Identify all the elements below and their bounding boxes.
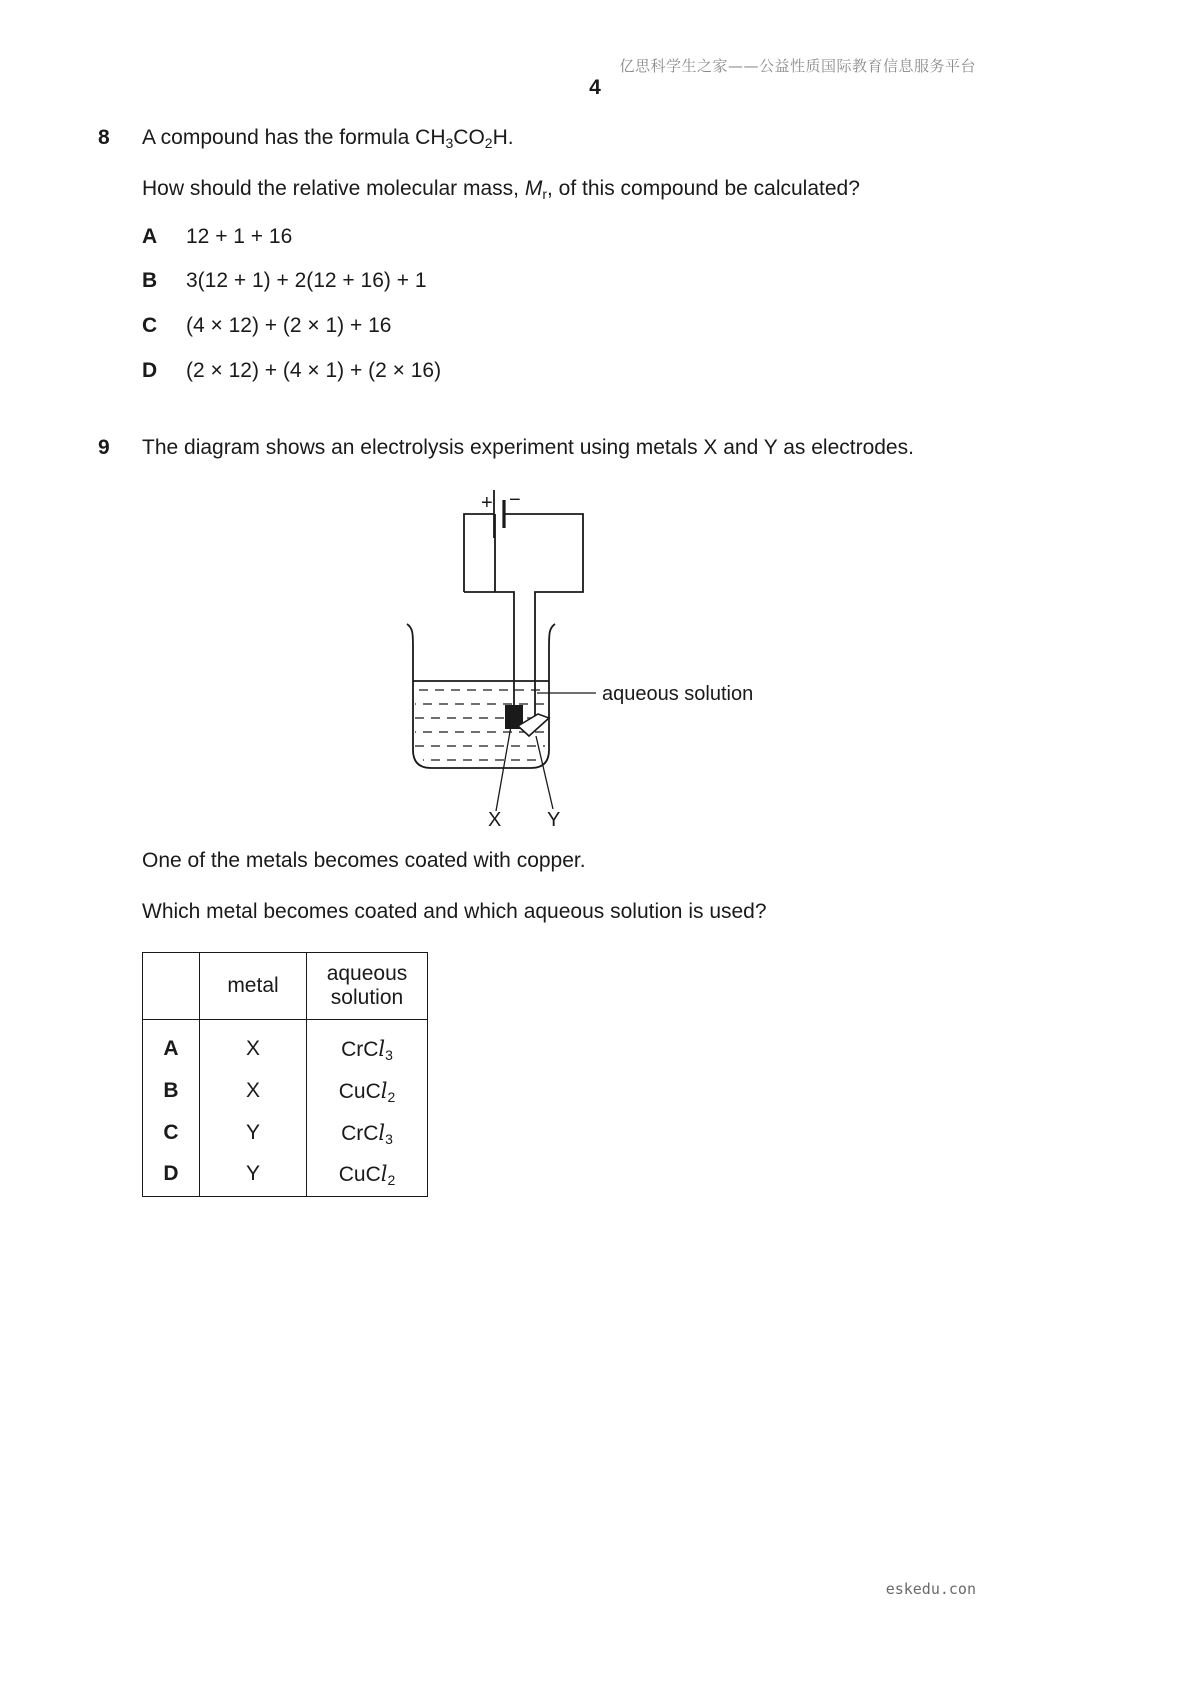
table-row	[143, 1154, 428, 1197]
page-number: 4	[589, 76, 601, 99]
row-letter: A	[143, 1020, 200, 1071]
table-row	[143, 1070, 428, 1112]
row-metal: Y	[200, 1112, 307, 1154]
question-9-number: 9	[98, 436, 110, 459]
row-solution: CrCl$_3$	[307, 1020, 428, 1071]
answer-table	[142, 952, 428, 1197]
question-8-number: 8	[98, 126, 110, 149]
option-d-text: (2 × 12) + (4 × 1) + (2 × 16)	[186, 359, 442, 382]
row-metal: X	[200, 1020, 307, 1071]
table-header-blank	[143, 953, 200, 1020]
option-d-letter: D	[142, 359, 158, 382]
question-9-stem: The diagram shows an electrolysis experiment using metals X and Y as electrodes.	[142, 436, 914, 459]
question-8-stem: A compound has the formula $CH_3CO_2H$.	[142, 126, 514, 151]
row-metal: X	[200, 1070, 307, 1112]
table-row	[143, 1020, 428, 1071]
option-a-text: 12 + 1 + 16	[186, 225, 293, 248]
question-8-prompt: How should the relative molecular mass, $M_r$, of this compound be calculated?	[142, 177, 860, 202]
table-header-metal: metal	[200, 953, 307, 1020]
question-9-prompt: Which metal becomes coated and which aqueous solution is used?	[142, 900, 767, 923]
y-pointer	[536, 736, 553, 809]
option-a-letter: A	[142, 225, 158, 248]
row-metal: Y	[200, 1154, 307, 1197]
electrolysis-diagram	[405, 476, 805, 826]
aqueous-solution-label: aqueous solution	[602, 683, 754, 705]
row-solution: CrCl$_3$	[307, 1112, 428, 1154]
footer-text: eskedu.con	[885, 1580, 976, 1598]
row-letter: D	[143, 1154, 200, 1197]
row-solution: CuCl$_2$	[307, 1154, 428, 1197]
wire-left-down	[464, 592, 514, 676]
option-b-text: 3(12 + 1) + 2(12 + 16) + 1	[186, 269, 427, 292]
row-solution: CuCl$_2$	[307, 1070, 428, 1112]
label-x: X	[488, 809, 502, 826]
row-letter: C	[143, 1112, 200, 1154]
wire-right	[504, 514, 583, 676]
table-row	[143, 1112, 428, 1154]
row-letter: B	[143, 1070, 200, 1112]
watermark-text: 亿思科学生之家——公益性质国际教育信息服务平台	[619, 57, 976, 75]
option-c-text: (4 × 12) + (2 × 1) + 16	[186, 314, 392, 337]
table-header-solution: aqueous solution	[307, 953, 428, 1020]
option-c-letter: C	[142, 314, 158, 337]
wire-left	[464, 514, 494, 592]
plus-sign: +	[481, 492, 493, 514]
label-y: Y	[547, 809, 561, 826]
minus-sign: −	[509, 489, 521, 511]
option-b-letter: B	[142, 269, 158, 292]
question-9-line1: One of the metals becomes coated with copper.	[142, 849, 586, 872]
